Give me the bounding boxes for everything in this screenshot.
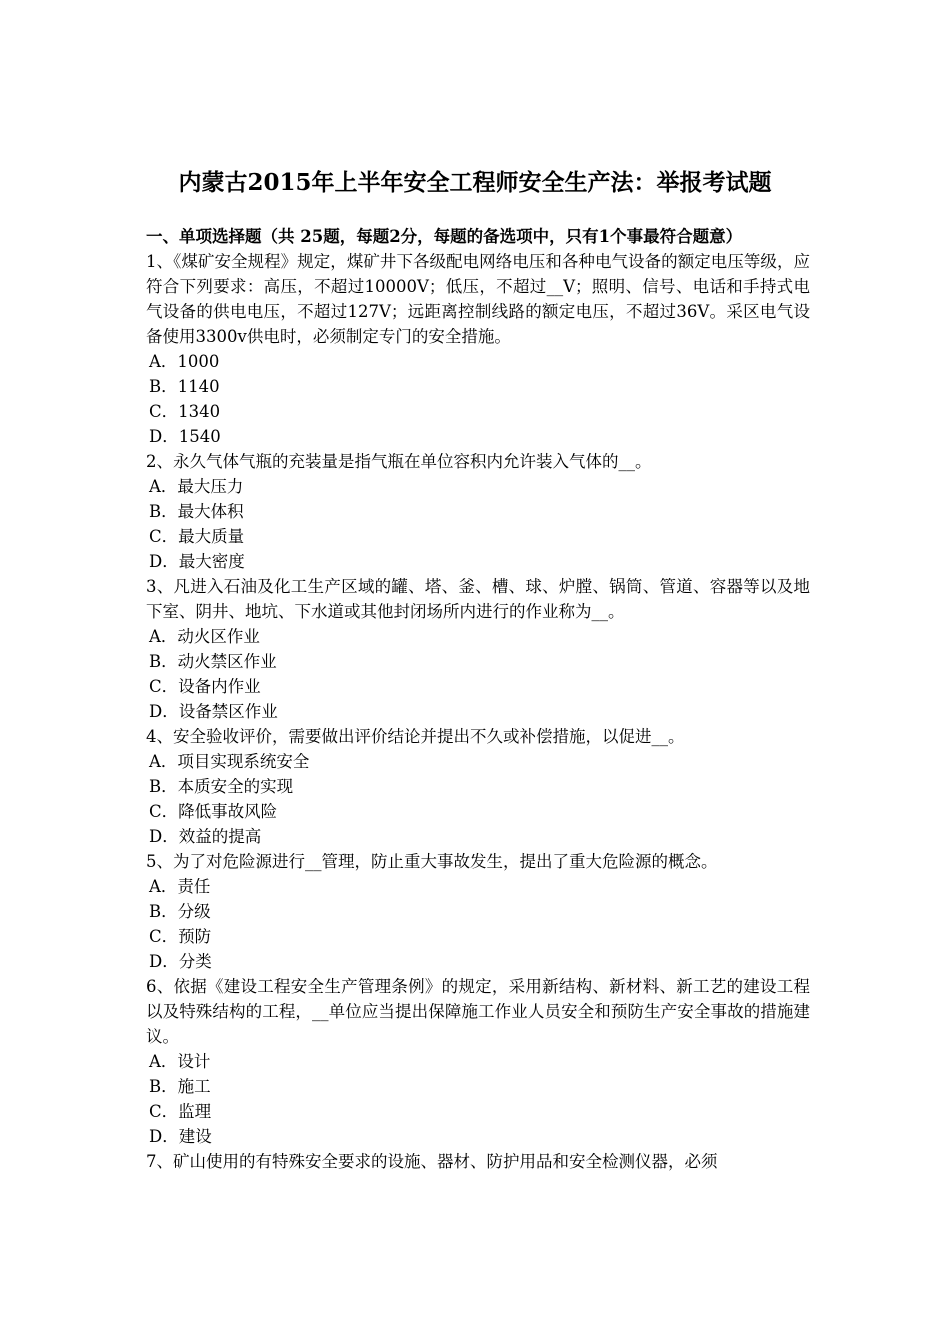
answer-option: B．最大体积	[149, 502, 244, 521]
answer-option: C．预防	[149, 927, 212, 946]
answer-option: C．最大质量	[149, 527, 245, 546]
answer-option: A．设计	[149, 1052, 211, 1071]
answer-option: A．责任	[149, 877, 211, 896]
section-heading: 一、单项选择题（共 25题，每题2分，每题的备选项中，只有1个事最符合题意）	[146, 227, 743, 246]
answer-option: A．最大压力	[149, 477, 244, 496]
answer-option: B．动火禁区作业	[149, 652, 277, 671]
question-item	[146, 449, 810, 574]
answer-option: B．施工	[149, 1077, 211, 1096]
question-stem: 6、依据《建设工程安全生产管理条例》的规定，采用新结构、新材料、新工艺的建设工程以及特殊结构的工程，__单位应当提出保障施工作业人员安全和预防生产安全事故的措施建议。	[146, 977, 810, 1046]
answer-option: D．1540	[149, 427, 221, 446]
answer-option: C．1340	[149, 402, 221, 421]
question-list	[146, 249, 810, 1174]
answer-option: C．设备内作业	[149, 677, 261, 696]
option-list	[146, 1049, 810, 1149]
option-list	[146, 874, 810, 974]
document-body	[146, 224, 810, 1174]
answer-option: D．设备禁区作业	[149, 702, 278, 721]
option-list	[146, 749, 810, 849]
answer-option: D．分类	[149, 952, 212, 971]
question-item	[146, 1149, 810, 1174]
answer-option: B．本质安全的实现	[149, 777, 294, 796]
question-stem: 3、凡进入石油及化工生产区域的罐、塔、釜、槽、球、炉膛、锅筒、管道、容器等以及地下室、阴井、地坑、下水道或其他封闭场所内进行的作业称为__。	[146, 577, 810, 621]
answer-option: B．分级	[149, 902, 211, 921]
answer-option: D．效益的提高	[149, 827, 262, 846]
question-item	[146, 574, 810, 724]
option-list	[146, 624, 810, 724]
question-stem: 1、《煤矿安全规程》规定，煤矿井下各级配电网络电压和各种电气设备的额定电压等级，应符合下列要求：高压，不超过10000V；低压，不超过__V；照明、信号、电话和手持式电气设备的供电电压，不超过127V；远距离控制线路的额定电压，不超过36V。采区电气设备使用3300v供电时，必须制定专门的安全措施。	[146, 252, 810, 346]
option-list	[146, 349, 810, 449]
answer-option: C．降低事故风险	[149, 802, 278, 821]
question-item	[146, 249, 810, 449]
question-stem: 2、永久气体气瓶的充装量是指气瓶在单位容积内允许装入气体的__。	[146, 452, 652, 471]
option-list	[146, 474, 810, 574]
question-stem: 7、矿山使用的有特殊安全要求的设施、器材、防护用品和安全检测仪器，必须	[146, 1152, 718, 1171]
answer-option: A．动火区作业	[149, 627, 260, 646]
answer-option: D．最大密度	[149, 552, 245, 571]
question-item	[146, 974, 810, 1149]
document-title: 内蒙古2015年上半年安全工程师安全生产法：举报考试题	[178, 169, 772, 197]
answer-option: B．1140	[149, 377, 220, 396]
answer-option: D．建设	[149, 1127, 212, 1146]
question-item	[146, 849, 810, 974]
answer-option: A．1000	[149, 352, 220, 371]
answer-option: A．项目实现系统安全	[149, 752, 310, 771]
question-stem: 4、安全验收评价，需要做出评价结论并提出不久或补偿措施，以促进__。	[146, 727, 685, 746]
answer-option: C．监理	[149, 1102, 212, 1121]
question-item	[146, 724, 810, 849]
question-stem: 5、为了对危险源进行__管理，防止重大事故发生，提出了重大危险源的概念。	[146, 852, 718, 871]
